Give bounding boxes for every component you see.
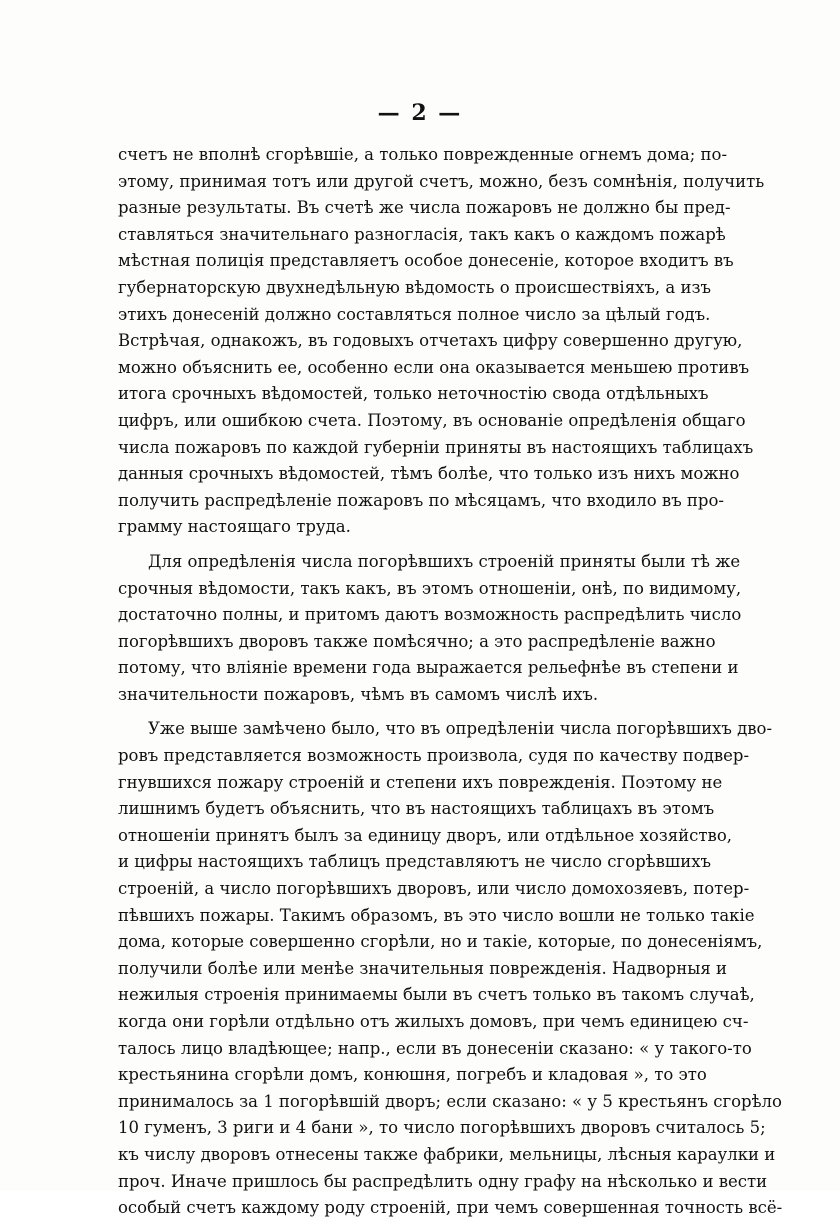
text-line: проч. Иначе пришлось бы распредѣлить одну графу на нѣсколько и вести: [118, 1171, 768, 1191]
text-line: числа пожаровъ по каждой губерніи приняты въ настоящихъ таблицахъ: [118, 437, 754, 457]
text-line: можно объяснить ее, особенно если она оказывается меньшею противъ: [118, 357, 750, 377]
text-line: получить распредѣленіе пожаровъ по мѣсяцамъ, что входило въ про-: [118, 490, 725, 510]
text-line: крестьянина сгорѣли домъ, конюшня, погребъ и кладовая », то это: [118, 1065, 707, 1085]
page-number: — 2 —: [377, 100, 463, 126]
text-line: лишнимъ будетъ объяснить, что въ настоящихъ таблицахъ въ этомъ: [118, 799, 715, 819]
text-line: пѣвшихъ пожары. Такимъ образомъ, въ это число вошли не только такіе: [118, 905, 755, 925]
paragraph: [118, 142, 765, 541]
text-line: ровъ представляется возможность произвола, судя по качеству подвер-: [118, 746, 750, 766]
text-line: мѣстная полиція представляетъ особое донесеніе, которое входитъ въ: [118, 251, 734, 271]
text-line: гнувшихся пожару строеній и степени ихъ поврежденія. Поэтому не: [118, 772, 723, 792]
text-line: потому, что вліяніе времени года выражается рельефнѣе въ степени и: [118, 658, 739, 678]
text-line: этихъ донесеній должно составляться полное число за цѣлый годъ.: [118, 304, 711, 324]
text-line: нежилыя строенія принимаемы были въ счетъ только въ такомъ случаѣ,: [118, 985, 755, 1005]
text-line: когда они горѣли отдѣльно отъ жилыхъ домовъ, при чемъ единицею сч-: [118, 1012, 749, 1031]
text-line: и цифры настоящихъ таблицъ представляютъ не число сгорѣвшихъ: [118, 852, 712, 872]
text-line: этому, принимая тотъ или другой счетъ, можно, безъ сомнѣнія, получить: [118, 171, 765, 191]
text-line: погорѣвшихъ дворовъ также помѣсячно; а это распредѣленіе важно: [118, 631, 716, 651]
text-line: дома, которые совершенно сгорѣли, но и такіе, которые, по донесеніямъ,: [118, 932, 763, 952]
text-line: Встрѣчая, однакожъ, въ годовыхъ отчетахъ цифру совершенно другую,: [118, 331, 743, 351]
text-line: губернаторскую двухнедѣльную вѣдомость о происшествіяхъ, а изъ: [118, 277, 711, 297]
text-line: особый счетъ каждому роду строеній, при чемъ совершенная точность всё-: [118, 1198, 783, 1218]
text-line: къ числу дворовъ отнесены также фабрики, мельницы, лѣсныя караулки и: [118, 1144, 776, 1164]
text-line: получили болѣе или менѣе значительныя поврежденія. Надворныя и: [118, 958, 727, 978]
text-line: грамму настоящаго труда.: [118, 517, 351, 537]
text-line: 10 гуменъ, 3 риги и 4 бани », то число погорѣвшихъ дворовъ считалось 5;: [118, 1118, 766, 1138]
text-line: данныя срочныхъ вѣдомостей, тѣмъ болѣе, что только изъ нихъ можно: [118, 464, 740, 484]
text-line: счетъ не вполнѣ сгорѣвшіе, а только поврежденные огнемъ дома; по-: [118, 145, 728, 164]
text-line: срочныя вѣдомости, такъ какъ, въ этомъ отношеніи, онѣ, по видимому,: [118, 578, 742, 598]
text-line: строеній, а число погорѣвшихъ дворовъ, или число домохозяевъ, потер-: [118, 879, 750, 899]
text-line: отношеніи принятъ былъ за единицу дворъ, или отдѣльное хозяйство,: [118, 825, 733, 845]
text-line: ставляться значительнаго разногласія, такъ какъ о каждомъ пожарѣ: [118, 224, 726, 244]
text-line: цифръ, или ошибкою счета. Поэтому, въ основаніе опредѣленія общаго: [118, 410, 746, 430]
text-line: Для опредѣленія числа погорѣвшихъ строеній приняты были тѣ же: [148, 551, 741, 571]
text-line: достаточно полны, и притомъ даютъ возможность распредѣлить число: [118, 605, 742, 625]
text-line: значительности пожаровъ, чѣмъ въ самомъ числѣ ихъ.: [118, 684, 599, 704]
text-line: разные результаты. Въ счетѣ же числа пожаровъ не должно бы пред-: [118, 198, 731, 218]
text-line: итога срочныхъ вѣдомостей, только неточностію свода отдѣльныхъ: [118, 384, 709, 404]
paragraph: [118, 716, 783, 1221]
text-line: талось лицо владѣющее; напр., если въ донесеніи сказано: « у такого-то: [118, 1038, 752, 1058]
paragraph: [118, 549, 742, 709]
text-line: Уже выше замѣчено было, что въ опредѣленіи числа погорѣвшихъ дво-: [148, 719, 773, 739]
body-text: [118, 142, 783, 1222]
text-line: принималось за 1 погорѣвшій дворъ; если сказано: « у 5 крестьянъ сгорѣло: [118, 1091, 782, 1111]
